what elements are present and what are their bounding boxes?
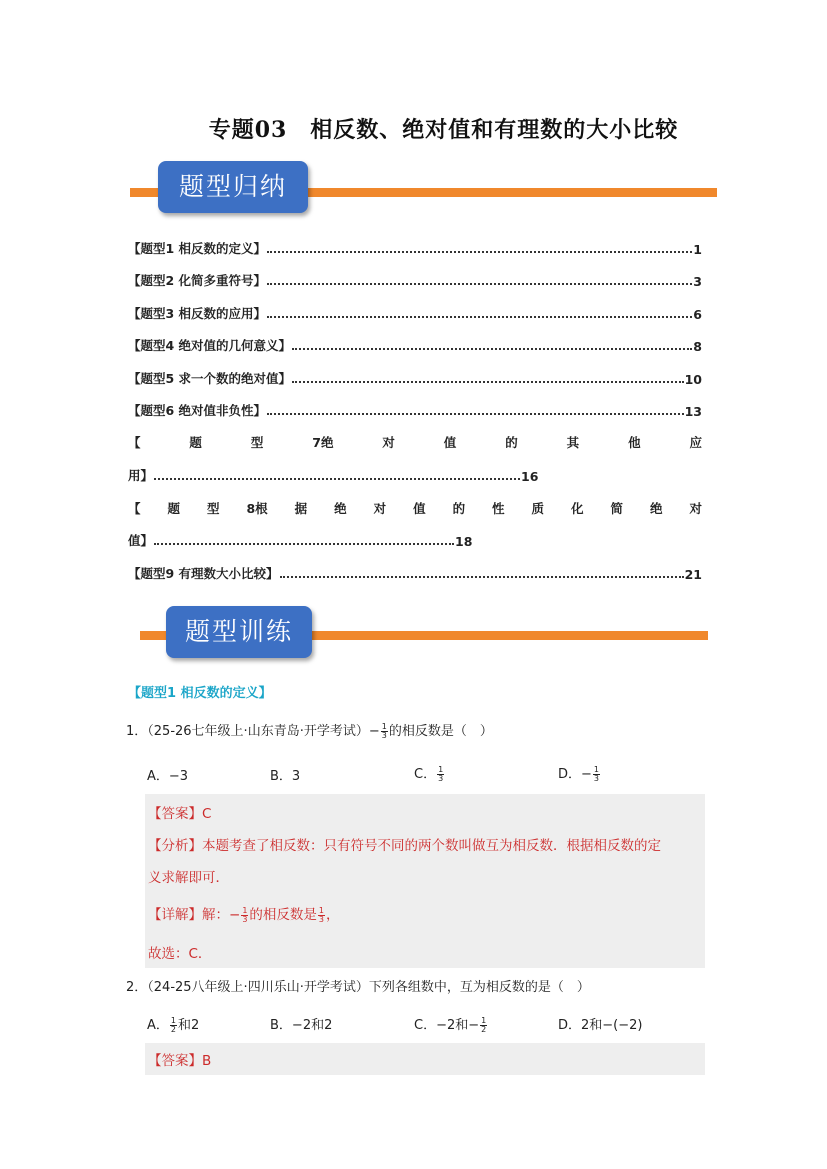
- fraction: $\frac{1}{3}$: [381, 722, 387, 740]
- option-a[interactable]: A．−3: [147, 769, 189, 784]
- toc-item-8-cont[interactable]: 值】 18: [128, 533, 473, 549]
- question-1: 1．（25-26七年级上·山东青岛·开学考试）− $\frac{1}{3}$ 的相反数是（ ）: [126, 722, 493, 740]
- option-d[interactable]: D．2和−(−2): [558, 1018, 643, 1033]
- analysis-cont: 义求解即可．: [148, 870, 229, 886]
- fraction: $\frac{1}{2}$: [481, 1016, 487, 1034]
- fraction: $\frac{1}{3}$: [318, 905, 324, 924]
- toc-item-2[interactable]: 【题型2 化简多重符号】 3: [128, 273, 702, 289]
- toc-item-7[interactable]: 【 题 型 7绝 对 值 的 其 他 应: [128, 435, 702, 450]
- option-c[interactable]: C．−2和− $\frac{1}{2}$: [414, 1016, 487, 1034]
- toc-item-7-cont[interactable]: 用】 16: [128, 468, 539, 484]
- section-banner-training: 题型训练: [166, 606, 312, 658]
- toc-item-4[interactable]: 【题型4 绝对值的几何意义】 8: [128, 338, 702, 354]
- section-heading: 【题型1 相反数的定义】: [128, 686, 272, 701]
- toc-item-1[interactable]: 【题型1 相反数的定义】 1: [128, 241, 702, 257]
- fraction: $\frac{1}{2}$: [170, 1016, 176, 1034]
- toc-item-6[interactable]: 【题型6 绝对值非负性】 13: [128, 403, 702, 419]
- option-a[interactable]: A． $\frac{1}{2}$ 和2: [147, 1016, 200, 1034]
- answer: 【答案】C: [148, 806, 212, 822]
- toc-item-9[interactable]: 【题型9 有理数大小比较】 21: [128, 566, 702, 582]
- toc-item-3[interactable]: 【题型3 相反数的应用】 6: [128, 306, 702, 322]
- detail: 【详解】解：− $\frac{1}{3}$ 的相反数是 $\frac{1}{3}$ ，: [148, 905, 340, 924]
- page-title: 专题03 相反数、绝对值和有理数的大小比较: [208, 117, 679, 143]
- conclusion: 故选：C．: [148, 946, 212, 962]
- answer-box: [145, 794, 705, 968]
- fraction: $\frac{1}{3}$: [242, 905, 248, 924]
- fraction: $\frac{1}{3}$: [438, 765, 444, 783]
- analysis: 【分析】本题考查了相反数：只有符号不同的两个数叫做互为相反数．根据相反数的定: [148, 838, 661, 854]
- option-b[interactable]: B．−2和2: [270, 1018, 333, 1033]
- answer: 【答案】B: [148, 1053, 212, 1069]
- answer-box: [145, 1043, 705, 1075]
- section-banner-summary: 题型归纳: [158, 161, 308, 213]
- toc-item-5[interactable]: 【题型5 求一个数的绝对值】 10: [128, 371, 702, 387]
- option-c[interactable]: C． $\frac{1}{3}$: [414, 765, 444, 783]
- question-2: 2．（24-25八年级上·四川乐山·开学考试）下列各组数中，互为相反数的是（ ）: [126, 980, 590, 995]
- fraction: $\frac{1}{3}$: [593, 765, 600, 783]
- toc-item-8[interactable]: 【 题 型 8根 据 绝 对 值 的 性 质 化 简 绝 对: [128, 501, 702, 516]
- option-d[interactable]: D．− $\frac{1}{3}$: [558, 765, 600, 783]
- option-b[interactable]: B．3: [270, 769, 301, 784]
